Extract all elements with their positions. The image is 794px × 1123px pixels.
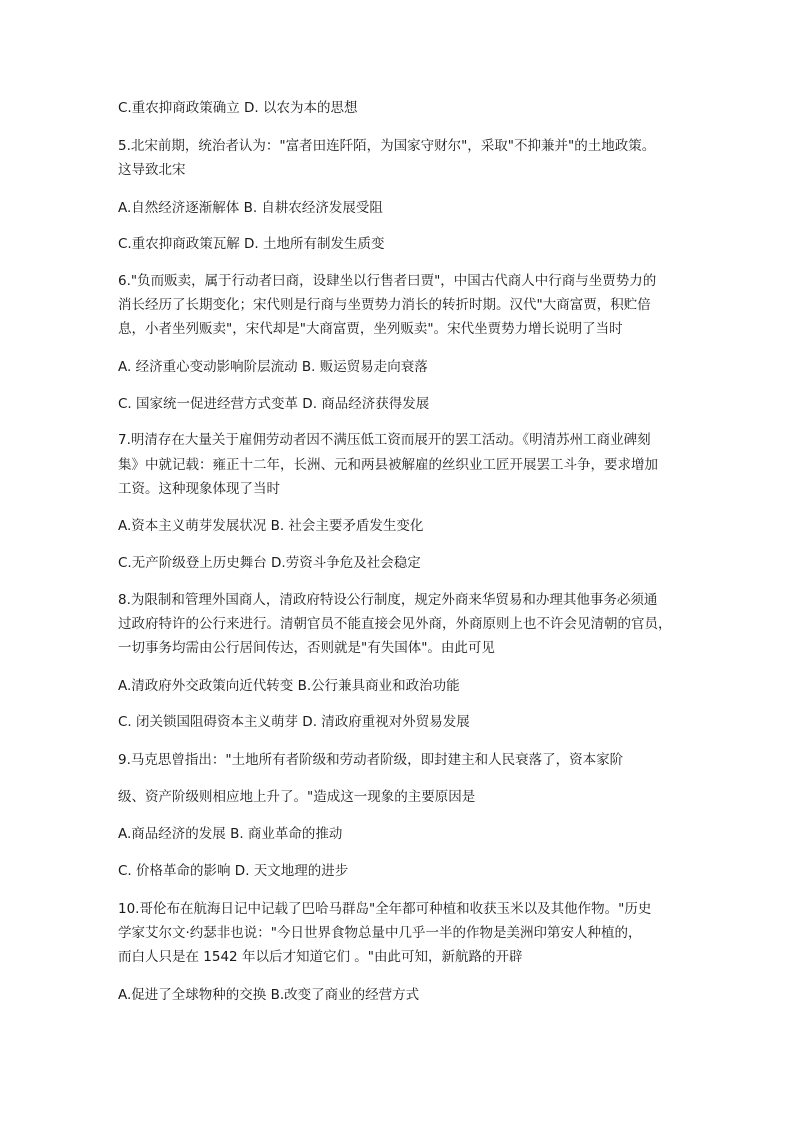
question-10-stem-line-3: 而白人只是在 1542 年以后才知道它们 。"由此可知，新航路的开辟 — [118, 949, 523, 965]
question-8-stem-line-2: 过政府特许的公行来进行。清朝官员不能直接会见外商，外商原则上也不许会见清朝的官员， — [118, 616, 672, 632]
question-8-options-cd: C. 闭关锁国阻碍资本主义萌芽 D. 清政府重视对外贸易发展 — [118, 714, 470, 730]
question-9-stem-line-2: 级、资产阶级则相应地上升了。"造成这一现象的主要原因是 — [118, 789, 476, 805]
question-10-stem-line-2: 学家艾尔文·约瑟非也说："今日世界食物总量中几乎一半的作物是美洲印第安人种植的， — [118, 925, 642, 941]
question-10-stem-line-1: 10.哥伦布在航海日记中记载了巴哈马群岛"全年都可种植和收获玉米以及其他作物。"历史 — [118, 901, 652, 917]
question-8-options-ab: A.清政府外交政策向近代转变 B.公行兼具商业和政治功能 — [118, 678, 460, 694]
question-6-options-ab: A. 经济重心变动影响阶层流动 B. 贩运贸易走向衰落 — [118, 359, 428, 375]
question-9-options-cd: C. 价格革命的影响 D. 天文地理的进步 — [118, 863, 349, 879]
question-5-options-ab: A.自然经济逐渐解体 B. 自耕农经济发展受阻 — [118, 200, 383, 216]
question-9-stem-line-1: 9.马克思曾指出："土地所有者阶级和劳动者阶级，即封建主和人民衰落了，资本家阶 — [118, 752, 624, 768]
question-8-stem-line-1: 8.为限制和管理外国商人，清政府特设公行制度，规定外商来华贸易和办理其他事务必须通 — [118, 592, 658, 608]
question-9-options-ab: A.商品经济的发展 B. 商业革命的推动 — [118, 826, 343, 842]
question-6-stem-line-1: 6."负而贩卖，属于行动者曰商，设肆坐以行售者曰贾"，中国古代商人中行商与坐贾势力的 — [118, 273, 657, 289]
question-7-stem-line-1: 7.明清存在大量关于雇佣劳动者因不满压低工资而展开的罢工活动。《明清苏州工商业碑刻 — [118, 432, 651, 448]
question-8-stem-line-3: 一切事务均需由公行居间传达，否则就是"有失国体"。由此可见 — [118, 640, 495, 656]
question-5-options-cd: C.重农抑商政策瓦解 D. 土地所有制发生质变 — [118, 236, 385, 252]
question-7-stem-line-2: 集》中就记载：雍正十二年，长洲、元和两县被解雇的丝织业工匠开展罢工斗争，要求增加 — [118, 457, 658, 473]
question-5-stem-line-2: 这导致北宋 — [118, 162, 186, 178]
question-7-options-ab: A.资本主义萌芽发展状况 B. 社会主要矛盾发生变化 — [118, 518, 424, 534]
question-7-stem-line-3: 工资。这种现象体现了当时 — [118, 481, 280, 497]
question-4-options-cd: C.重农抑商政策确立 D. 以农为本的思想 — [118, 100, 358, 116]
question-6-stem-line-2: 消长经历了长期变化；宋代则是行商与坐贾势力消长的转折时期。汉代"大商富贾，积贮倍 — [118, 297, 651, 313]
question-7-options-cd: C.无产阶级登上历史舞台 D.劳资斗争危及社会稳定 — [118, 555, 421, 571]
question-6-options-cd: C. 国家统一促进经营方式变革 D. 商品经济获得发展 — [118, 396, 430, 412]
question-5-stem-line-1: 5.北宋前期，统治者认为："富者田连阡陌，为国家守财尔"，采取"不抑兼并"的土地政策。 — [118, 138, 656, 154]
question-6-stem-line-3: 息，小者坐列贩卖"，宋代却是"大商富贾，坐列贩卖"。宋代坐贾势力增长说明了当时 — [118, 321, 623, 337]
question-10-options-ab: A.促进了全球物种的交换 B.改变了商业的经营方式 — [118, 987, 420, 1003]
